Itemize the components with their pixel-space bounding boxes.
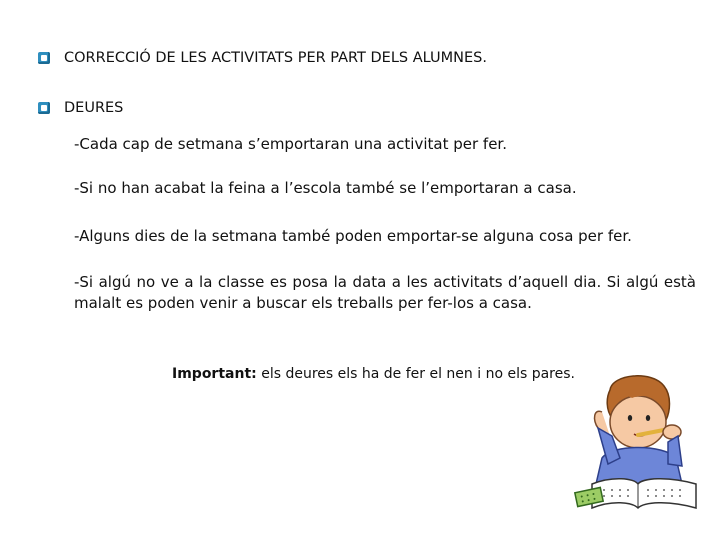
checkbox-bullet-icon — [38, 52, 50, 64]
child-doing-homework-icon — [572, 372, 702, 512]
section-heading: CORRECCIÓ DE LES ACTIVITATS PER PART DELS ALUMNES. — [64, 50, 487, 66]
note-label: Important: — [172, 366, 257, 382]
paragraph: -Si no han acabat la feina a l’escola també se l’emportaran a casa. — [74, 179, 577, 197]
important-note — [172, 366, 575, 382]
section-deures — [38, 100, 123, 116]
paragraph: -Cada cap de setmana s’emportaran una activitat per fer. — [74, 135, 507, 153]
section-heading: DEURES — [64, 100, 124, 116]
checkbox-bullet-icon — [38, 102, 50, 114]
paragraph: -Si algú no ve a la classe es posa la data a les activitats d’aquell dia. Si algú està malalt es poden venir a buscar els treballs per fer-los a casa. — [74, 273, 696, 312]
paragraph: -Alguns dies de la setmana també poden emportar-se alguna cosa per fer. — [74, 227, 632, 245]
note-text: els deures els ha de fer el nen i no els pares. — [256, 366, 575, 382]
section-correccio — [38, 50, 487, 66]
